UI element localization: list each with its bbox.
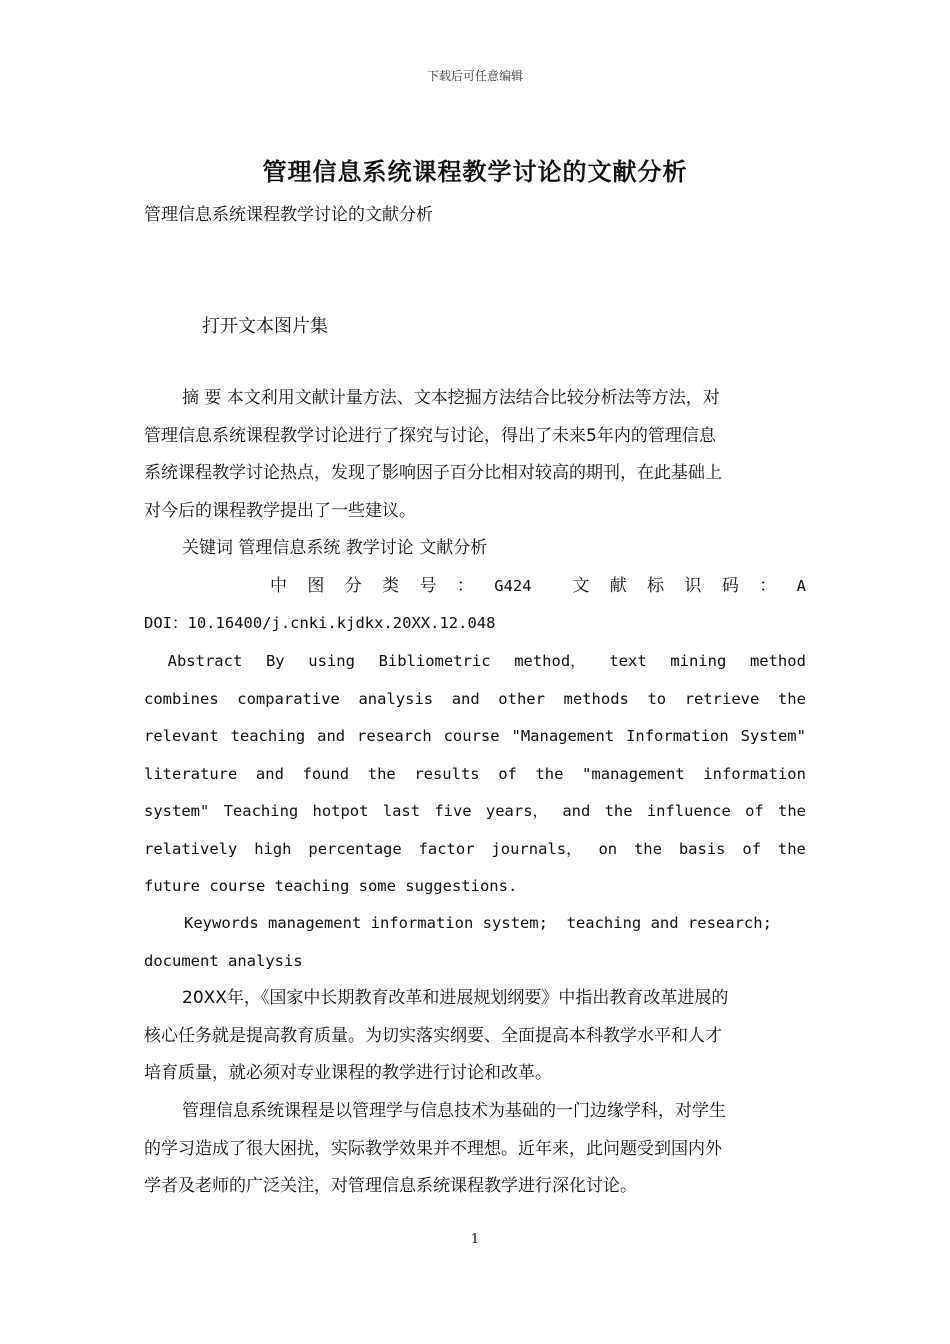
abstract-en-word: using <box>308 652 355 670</box>
abstract-en-word: years， <box>485 802 549 820</box>
classification-char: 图 <box>307 576 325 596</box>
abstract-en <box>144 643 806 906</box>
abstract-en-word: By <box>265 652 285 670</box>
page-number: 1 <box>470 1232 480 1247</box>
classification-char: 分 <box>344 576 362 596</box>
keywords-cn: 关键词 管理信息系统 教学讨论 文献分析 <box>182 538 488 558</box>
classification-char: 号 <box>419 576 437 596</box>
abstract-en-word: high <box>254 839 292 858</box>
abstract-en-word: analysis <box>358 689 434 708</box>
paragraph-line: 20XX年，《国家中长期教育改革和进展规划纲要》中指出教育改革进展的 <box>182 988 729 1008</box>
abstract-cn-line: 系统课程教学讨论热点，发现了影响因子百分比相对较高的期刊，在此基础上 <box>144 463 722 483</box>
classification-char: 献 <box>609 576 627 596</box>
keywords-en-line: Keywords management information system; teaching and research; <box>184 914 772 932</box>
abstract-cn-line: 摘 要 本文利用文献计量方法、文本挖掘方法结合比较分析法等方法，对 <box>182 388 720 408</box>
abstract-en-word: influence <box>646 802 731 820</box>
paragraph-line: 管理信息系统课程是以管理学与信息技术为基础的一门边缘学科，对学生 <box>182 1101 726 1121</box>
abstract-en-word: found <box>302 764 350 783</box>
abstract-en-word: literature <box>144 764 238 783</box>
keywords-en <box>144 905 806 980</box>
abstract-cn <box>144 380 806 530</box>
abstract-en-word: research <box>357 727 432 745</box>
abstract-en-word: Information <box>626 727 729 745</box>
paragraph-2 <box>144 1093 806 1206</box>
abstract-en-word: the <box>604 802 633 820</box>
abstract-en-line <box>144 718 806 756</box>
abstract-en-line <box>144 793 806 831</box>
abstract-en-word: five <box>434 802 472 820</box>
abstract-en-word: relevant <box>144 727 219 745</box>
paragraph-line: 培育质量，就必须对专业课程的教学进行讨论和改革。 <box>144 1063 552 1083</box>
abstract-en-word: system" <box>144 802 210 820</box>
abstract-en-word: and <box>317 727 346 745</box>
paragraph-1 <box>144 980 806 1093</box>
abstract-en-word: text <box>609 652 647 670</box>
abstract-en-word: retrieve <box>684 689 760 708</box>
abstract-en-word: journals， <box>491 839 582 858</box>
abstract-en-word: Teaching <box>223 802 299 820</box>
classification-char: 文 <box>572 576 590 596</box>
abstract-en-word: method <box>749 652 806 670</box>
paragraph-line: 学者及老师的广泛关注，对管理信息系统课程教学进行深化讨论。 <box>144 1176 637 1196</box>
header-note: 下载后可任意编辑 <box>426 69 523 83</box>
abstract-en-word: "management <box>582 764 685 783</box>
paragraph-line: 的学习造成了很大困扰，实际教学效果并不理想。近年来，此问题受到国内外 <box>144 1138 722 1159</box>
abstract-en-word: information <box>703 764 806 783</box>
keywords-en-line: document analysis <box>144 951 303 970</box>
open-image-gallery-link[interactable]: 打开文本图片集 <box>202 316 328 337</box>
abstract-en-word: last <box>382 802 421 820</box>
abstract-en-word: System" <box>740 727 806 745</box>
classification-char: 类 <box>382 576 400 596</box>
abstract-en-word: methods <box>563 689 629 708</box>
abstract-en-line <box>144 756 806 794</box>
abstract-en-last-line: future course teaching some suggestions. <box>144 877 518 895</box>
classification-char: ： <box>456 576 474 596</box>
classification-char: 识 <box>684 576 702 596</box>
abstract-en-word: of <box>745 802 764 820</box>
classification-char: A <box>796 577 806 595</box>
classification-char: 标 <box>647 576 665 596</box>
abstract-en-word: course <box>443 727 500 745</box>
abstract-cn-line: 对今后的课程教学提出了一些建议。 <box>144 500 416 521</box>
abstract-en-word: of <box>742 839 762 858</box>
abstract-en-word: the <box>633 839 662 858</box>
abstract-en-word: the <box>777 802 806 820</box>
abstract-en-line <box>144 643 806 681</box>
abstract-en-word: Abstract <box>167 652 243 670</box>
abstract-en-word: hotpot <box>312 802 369 820</box>
abstract-en-word: and <box>562 802 591 820</box>
abstract-en-word: the <box>367 764 396 783</box>
abstract-en-line <box>144 681 806 719</box>
abstract-en-word: and <box>451 689 480 708</box>
abstract-en-word: percentage <box>308 839 402 858</box>
abstract-en-word: to <box>647 689 667 708</box>
abstract-en-word: relatively <box>144 839 238 858</box>
abstract-en-word: combines <box>144 689 219 708</box>
classification-line <box>270 568 806 606</box>
document-subtitle: 管理信息系统课程教学讨论的文献分析 <box>144 205 433 225</box>
paragraph-line: 核心任务就是提高教育质量。为切实落实纲要、全面提高本科教学水平和人才 <box>144 1025 722 1046</box>
abstract-en-word: of <box>498 764 517 783</box>
abstract-en-word: on <box>598 839 618 858</box>
abstract-en-word: "Management <box>511 727 615 745</box>
abstract-en-word: comparative <box>237 689 340 708</box>
abstract-en-word: the <box>535 764 564 783</box>
doi-line: DOI：10.16400/j.cnki.kjdkx.20XX.12.048 <box>144 614 496 632</box>
classification-char: 中 <box>270 576 287 596</box>
abstract-en-line <box>144 831 806 869</box>
document-title: 管理信息系统课程教学讨论的文献分析 <box>262 158 688 186</box>
abstract-en-word: teaching <box>230 727 306 745</box>
abstract-en-word: basis <box>678 839 726 858</box>
abstract-en-word: method， <box>514 652 586 670</box>
classification-char: 码 <box>721 576 739 596</box>
abstract-en-word: Bibliometric <box>378 652 491 670</box>
abstract-en-word: the <box>777 689 806 708</box>
abstract-cn-line: 管理信息系统课程教学讨论进行了探究与讨论，得出了未来5年内的管理信息 <box>144 425 716 446</box>
abstract-en-word: other <box>498 689 545 708</box>
abstract-en-word: factor <box>418 839 475 858</box>
abstract-en-word: results <box>414 764 480 783</box>
abstract-en-word: mining <box>670 652 727 670</box>
abstract-en-word: and <box>255 764 284 783</box>
classification-code: G424 <box>494 577 532 595</box>
classification-char: ： <box>759 576 777 596</box>
abstract-en-word: the <box>777 839 806 858</box>
